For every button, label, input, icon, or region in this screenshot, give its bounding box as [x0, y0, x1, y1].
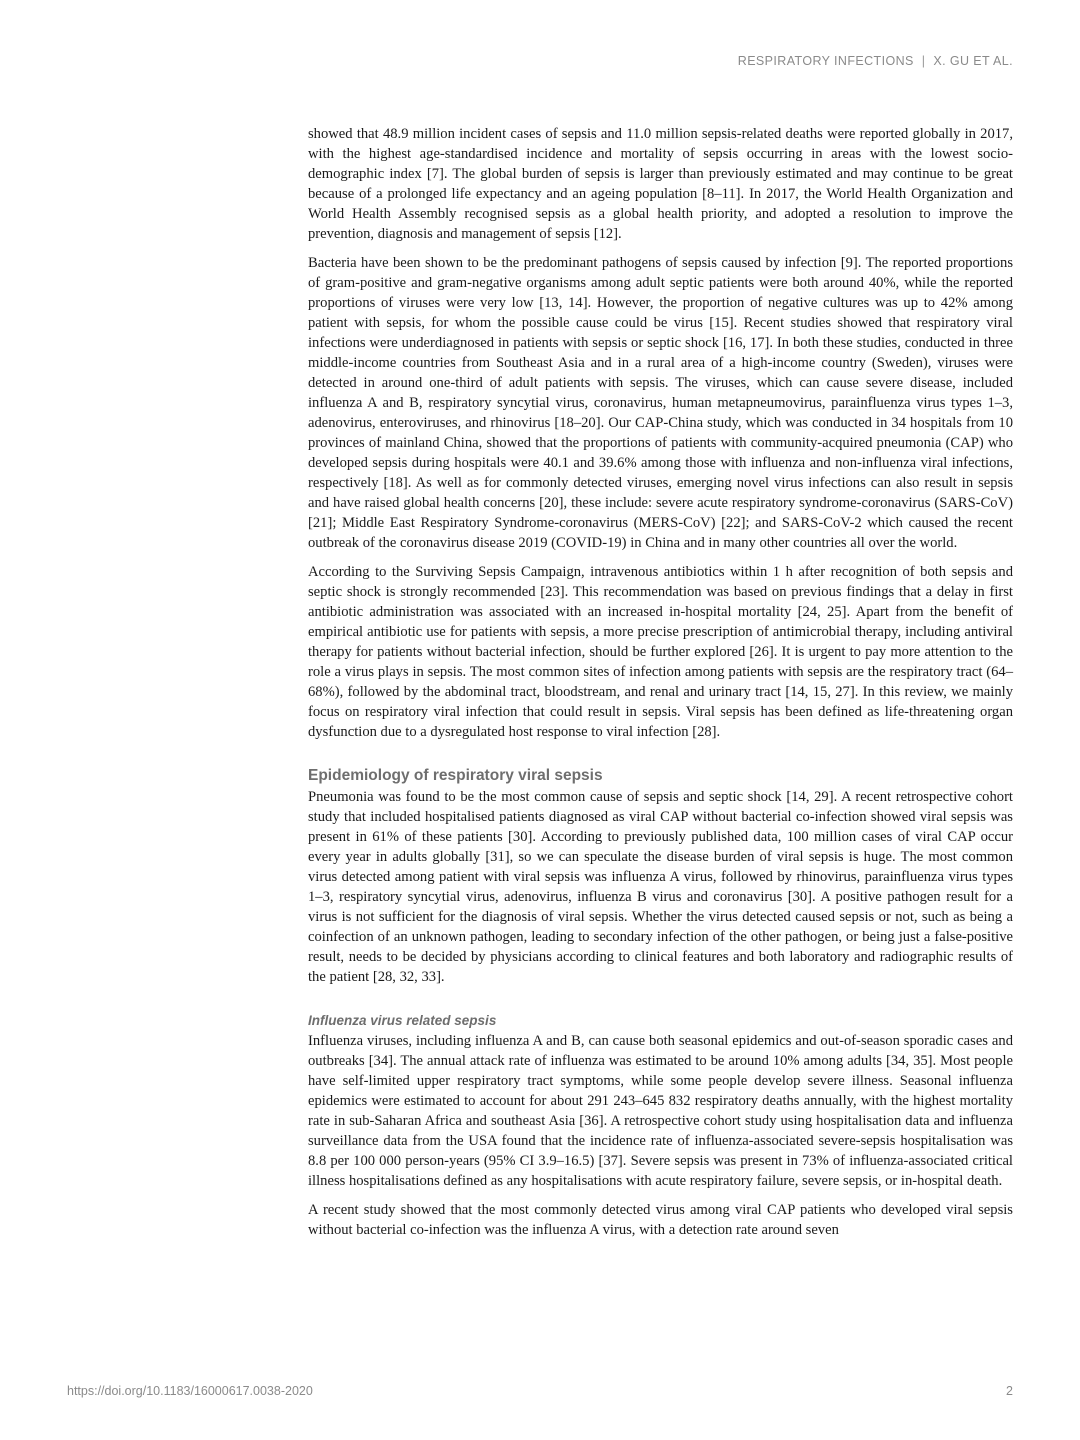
header-separator: |	[921, 54, 926, 68]
subsection-heading-influenza: Influenza virus related sepsis	[308, 1013, 497, 1028]
page-number: 2	[1006, 1384, 1013, 1398]
body-paragraph: A recent study showed that the most commonly detected virus among viral CAP patients who developed viral sepsis without bacterial co-infection was the influenza A virus, with a detection rate around seven	[308, 1202, 1013, 1238]
article-body	[308, 124, 1013, 1249]
running-header	[738, 54, 1013, 68]
section-heading-epidemiology: Epidemiology of respiratory viral sepsis	[308, 767, 603, 784]
body-paragraph: Influenza viruses, including influenza A and B, can cause both seasonal epidemics and out-of-season sporadic cases and outbreaks [34]. The annual attack rate of influenza was estimated to be around 10% among adults [34, 35]. Most people have self-limited upper respiratory tract symptoms, while some people develop severe illness. Seasonal influenza epidemics were estimated to account for about 291 243–645 832 respiratory deaths annually, with the highest mortality rate in sub-Saharan Africa and southeast Asia [36]. A retrospective cohort study using hospitalisation data and influenza surveillance data from the USA found that the incidence rate of influenza-associated severe-sepsis hospitalisation was 8.8 per 100 000 person-years (95% CI 3.9–16.5) [37]. Severe sepsis was present in 73% of influenza-associated critical illness hospitalisations defined as any hospitalisations with acute respiratory failure, severe sepsis, or in-hospital death.	[308, 1033, 1013, 1189]
body-paragraph: According to the Surviving Sepsis Campaign, intravenous antibiotics within 1 h after recognition of both sepsis and septic shock is strongly recommended [23]. This recommendation was based on previous findings that a delay in first antibiotic administration was associated with an increased in-hospital mortality [24, 25]. Apart from the benefit of empirical antibiotic use for patients with sepsis, a more precise prescription of antimicrobial therapy, including antiviral therapy for patients without bacterial infection, should be further explored [26]. It is urgent to pay more attention to the role a virus plays in sepsis. The most common sites of infection among patients with sepsis are the respiratory tract (64–68%), followed by the abdominal tract, bloodstream, and renal and urinary tract [14, 15, 27]. In this review, we mainly focus on respiratory viral infection that could result in sepsis. Viral sepsis has been defined as life-threatening organ dysfunction due to a dysregulated host response to viral infection [28].	[308, 564, 1013, 740]
header-authors: X. GU ET AL.	[933, 54, 1013, 68]
body-paragraph: Pneumonia was found to be the most common cause of sepsis and septic shock [14, 29]. A recent retrospective cohort study that included hospitalised patients diagnosed as viral CAP without bacterial co-infection showed viral sepsis was present in 61% of these patients [30]. According to previously published data, 100 million cases of viral CAP occur every year in adults globally [31], so we can speculate the disease burden of viral sepsis is huge. The most common virus detected among patient with viral sepsis was influenza A virus, followed by rhinovirus, parainfluenza virus types 1–3, respiratory syncytial virus, adenovirus, influenza B virus and coronavirus [30]. A positive pathogen result for a virus is not sufficient for the diagnosis of viral sepsis. Whether the virus detected caused sepsis or not, such as being a coinfection of an unknown pathogen, leading to secondary infection of the other pathogen, or being just a false-positive result, needs to be decided by physicians according to clinical features and both laboratory and radiographic results of the patient [28, 32, 33].	[308, 789, 1013, 985]
header-section: RESPIRATORY INFECTIONS	[737, 54, 914, 68]
doi-link[interactable]: https://doi.org/10.1183/16000617.0038-2020	[67, 1384, 313, 1398]
body-paragraph: Bacteria have been shown to be the predominant pathogens of sepsis caused by infection [9]. The reported proportions of gram-positive and gram-negative organisms among adult septic patients were both around 40%, while the reported proportions of viruses were very low [13, 14]. However, the proportion of negative cultures was up to 42% among patient with sepsis, for whom the possible cause could be virus [15]. Recent studies showed that respiratory viral infections were underdiagnosed in patients with sepsis or septic shock [16, 17]. In both these studies, conducted in three middle-income countries from Southeast Asia and in a rural area of a high-income country (Sweden), viruses were detected in around one-third of adult patients with sepsis. The viruses, which can cause severe disease, included influenza A and B, respiratory syncytial virus, coronavirus, human metapneumovirus, parainfluenza virus types 1–3, adenovirus, enteroviruses, and rhinovirus [18–20]. Our CAP-China study, which was conducted in 34 hospitals from 10 provinces of mainland China, showed that the proportions of patients with community-acquired pneumonia (CAP) who developed sepsis during hospitals were 40.1 and 39.6% among those with influenza and non-influenza viral infections, respectively [18]. As well as for commonly detected viruses, emerging novel virus infections can also result in sepsis and have raised global health concerns [20], these include: severe acute respiratory syndrome-coronavirus (SARS-CoV) [21]; Middle East Respiratory Syndrome-coronavirus (MERS-CoV) [22]; and SARS-CoV-2 which caused the recent outbreak of the coronavirus disease 2019 (COVID-19) in China and in many other countries all over the world.	[308, 255, 1013, 551]
body-paragraph: showed that 48.9 million incident cases of sepsis and 11.0 million sepsis-related deaths were reported globally in 2017, with the highest age-standardised incidence and mortality of sepsis occurring in areas with the lowest socio-demographic index [7]. The global burden of sepsis is larger than previously estimated and may continue to be great because of a prolonged life expectancy and an ageing population [8–11]. In 2017, the World Health Organization and World Health Assembly recognised sepsis as a global health priority, and adopted a resolution to improve the prevention, diagnosis and management of sepsis [12].	[308, 126, 1013, 242]
